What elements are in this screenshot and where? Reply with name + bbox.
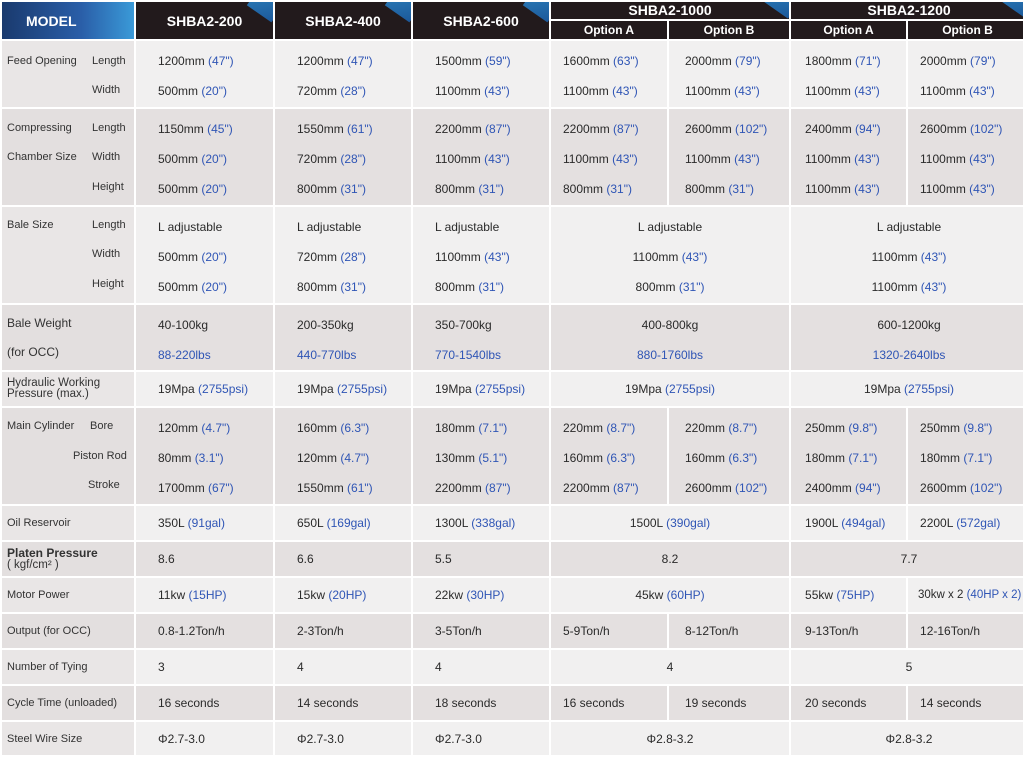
- row-number-of-tying: [2, 650, 1023, 684]
- row-cycle-time: [2, 686, 1023, 720]
- cell-cycle-1200a: 20 seconds: [791, 686, 906, 720]
- cell-motor-1200a: 55kw (75HP): [791, 578, 906, 612]
- cell-cylinder-1000b: 220mm (8.7") 160mm (6.3") 2600mm (102"): [669, 408, 789, 504]
- cell-wire-1200: Φ2.8-3.2: [791, 722, 1023, 755]
- row-chamber-size: [2, 109, 1023, 205]
- cell-hydraulic-400: 19Mpa (2755psi): [275, 372, 411, 406]
- cell-hydraulic-1200: 19Mpa (2755psi): [791, 372, 1023, 406]
- label-text-1: Compressing: [7, 122, 72, 134]
- row-hydraulic-pressure: [2, 372, 1023, 406]
- cell-feed-1000b: 2000mm (79") 1100mm (43"): [669, 41, 789, 107]
- cell-weight-200: 40-100kg 88-220lbs: [136, 305, 273, 370]
- sublabel-length: Length: [92, 55, 126, 67]
- sublabel-width: Width: [92, 151, 121, 163]
- sublabel-bore: Bore: [90, 420, 114, 432]
- cell-feed-1200b: 2000mm (79") 1100mm (43"): [908, 41, 1023, 107]
- sublabel-length: Length: [92, 219, 126, 231]
- cell-weight-400: 200-350kg 440-770lbs: [275, 305, 411, 370]
- sublabel-height: Height: [92, 278, 124, 290]
- cell-tying-400: 4: [275, 650, 411, 684]
- cell-output-1000b: 8-12Ton/h: [669, 614, 789, 648]
- label-output: Output (for OCC): [2, 614, 134, 648]
- cell-oil-1200b: 2200L (572gal): [908, 506, 1023, 540]
- cell-chamber-400: 1550mm (61") 720mm (28") 800mm (31"): [275, 109, 411, 205]
- cell-wire-400: Φ2.7-3.0: [275, 722, 411, 755]
- label-text-2: Chamber Size: [7, 151, 77, 163]
- label-main-cylinder: [2, 408, 134, 504]
- cell-output-1200a: 9-13Ton/h: [791, 614, 906, 648]
- cell-cylinder-200: 120mm (4.7") 80mm (3.1") 1700mm (67"): [136, 408, 273, 504]
- label-chamber-size: [2, 109, 134, 205]
- option-b-1000-header: Option B: [669, 21, 789, 39]
- cell-output-1200b: 12-16Ton/h: [908, 614, 1023, 648]
- model-header: MODEL: [2, 2, 134, 39]
- sublabel-width: Width: [92, 84, 121, 96]
- cell-tying-600: 4: [413, 650, 549, 684]
- row-motor-power: [2, 578, 1023, 612]
- cell-cycle-400: 14 seconds: [275, 686, 411, 720]
- label-bale-weight: [2, 305, 134, 370]
- label-hydraulic-pressure: [2, 372, 134, 406]
- label-text-2: ( kgf/cm² ): [7, 559, 59, 571]
- cell-oil-600: 1300L (338gal): [413, 506, 549, 540]
- cell-tying-1200: 5: [791, 650, 1023, 684]
- cell-bale-1000: L adjustable 1100mm (43") 800mm (31"): [551, 207, 789, 303]
- cell-cycle-200: 16 seconds: [136, 686, 273, 720]
- cell-bale-400: L adjustable 720mm (28") 800mm (31"): [275, 207, 411, 303]
- model-shba2-200-header: SHBA2-200: [136, 2, 273, 39]
- cell-hydraulic-600: 19Mpa (2755psi): [413, 372, 549, 406]
- cell-output-600: 3-5Ton/h: [413, 614, 549, 648]
- option-a-1200-header: Option A: [791, 21, 906, 39]
- cell-cylinder-1200a: 250mm (9.8") 180mm (7.1") 2400mm (94"): [791, 408, 906, 504]
- label-text-1: Bale Weight: [7, 316, 72, 330]
- row-feed-opening: [2, 41, 1023, 107]
- sublabel-length: Length: [92, 122, 126, 134]
- cell-motor-600: 22kw (30HP): [413, 578, 549, 612]
- row-oil-reservoir: [2, 506, 1023, 540]
- cell-oil-1200a: 1900L (494gal): [791, 506, 906, 540]
- label-motor-power: Motor Power: [2, 578, 134, 612]
- cell-cylinder-400: 160mm (6.3") 120mm (4.7") 1550mm (61"): [275, 408, 411, 504]
- label-cycle-time: Cycle Time (unloaded): [2, 686, 134, 720]
- label-number-of-tying: Number of Tying: [2, 650, 134, 684]
- cell-output-400: 2-3Ton/h: [275, 614, 411, 648]
- sublabel-piston-rod: Piston Rod: [73, 450, 127, 462]
- label-platen-pressure: [2, 542, 134, 576]
- cell-cycle-1000b: 19 seconds: [669, 686, 789, 720]
- cell-platen-600: 5.5: [413, 542, 549, 576]
- label-text: Bale Size: [7, 219, 54, 231]
- row-platen-pressure: [2, 542, 1023, 576]
- sublabel-width: Width: [92, 248, 121, 260]
- cell-weight-1200: 600-1200kg 1320-2640lbs: [791, 305, 1023, 370]
- cell-chamber-1000a: 2200mm (87") 1100mm (43") 800mm (31"): [551, 109, 667, 205]
- cell-motor-1000: 45kw (60HP): [551, 578, 789, 612]
- cell-platen-200: 8.6: [136, 542, 273, 576]
- cell-chamber-1000b: 2600mm (102") 1100mm (43") 800mm (31"): [669, 109, 789, 205]
- label-text-1: Hydraulic Working: [7, 377, 101, 389]
- label-text-2: Pressure (max.): [7, 388, 89, 400]
- label-text-1: Platen Pressure: [7, 546, 98, 560]
- sublabel-stroke: Stroke: [88, 479, 120, 491]
- model-shba2-1200-header: SHBA2-1200: [791, 2, 1023, 19]
- label-text-2: (for OCC): [7, 345, 59, 359]
- cell-platen-1200: 7.7: [791, 542, 1023, 576]
- row-steel-wire-size: [2, 722, 1023, 755]
- label-oil-reservoir: Oil Reservoir: [2, 506, 134, 540]
- model-shba2-1000-header: SHBA2-1000: [551, 2, 789, 19]
- label-feed-opening: [2, 41, 134, 107]
- cell-feed-200: 1200mm (47") 500mm (20"): [136, 41, 273, 107]
- cell-oil-1000: 1500L (390gal): [551, 506, 789, 540]
- model-shba2-400-header: SHBA2-400: [275, 2, 411, 39]
- cell-cylinder-1000a: 220mm (8.7") 160mm (6.3") 2200mm (87"): [551, 408, 667, 504]
- cell-motor-200: 11kw (15HP): [136, 578, 273, 612]
- row-bale-weight: [2, 305, 1023, 370]
- model-shba2-600-header: SHBA2-600: [413, 2, 549, 39]
- cell-output-200: 0.8-1.2Ton/h: [136, 614, 273, 648]
- cell-tying-200: 3: [136, 650, 273, 684]
- cell-weight-600: 350-700kg 770-1540lbs: [413, 305, 549, 370]
- cell-wire-600: Φ2.7-3.0: [413, 722, 549, 755]
- label-bale-size: [2, 207, 134, 303]
- cell-cylinder-600: 180mm (7.1") 130mm (5.1") 2200mm (87"): [413, 408, 549, 504]
- cell-bale-1200: L adjustable 1100mm (43") 1100mm (43"): [791, 207, 1023, 303]
- option-a-1000-header: Option A: [551, 21, 667, 39]
- label-text: Feed Opening: [7, 55, 77, 67]
- cell-hydraulic-1000: 19Mpa (2755psi): [551, 372, 789, 406]
- row-main-cylinder: [2, 408, 1023, 504]
- label-steel-wire-size: Steel Wire Size: [2, 722, 134, 755]
- label-text: Main Cylinder: [7, 420, 75, 432]
- cell-oil-200: 350L (91gal): [136, 506, 273, 540]
- cell-weight-1000: 400-800kg 880-1760lbs: [551, 305, 789, 370]
- cell-chamber-600: 2200mm (87") 1100mm (43") 800mm (31"): [413, 109, 549, 205]
- cell-tying-1000: 4: [551, 650, 789, 684]
- cell-chamber-1200a: 2400mm (94") 1100mm (43") 1100mm (43"): [791, 109, 906, 205]
- cell-platen-400: 6.6: [275, 542, 411, 576]
- cell-motor-400: 15kw (20HP): [275, 578, 411, 612]
- cell-cycle-1000a: 16 seconds: [551, 686, 667, 720]
- cell-chamber-200: 1150mm (45") 500mm (20") 500mm (20"): [136, 109, 273, 205]
- cell-hydraulic-200: 19Mpa (2755psi): [136, 372, 273, 406]
- cell-output-1000a: 5-9Ton/h: [551, 614, 667, 648]
- cell-wire-200: Φ2.7-3.0: [136, 722, 273, 755]
- option-b-1200-header: Option B: [908, 21, 1023, 39]
- cell-feed-600: 1500mm (59") 1100mm (43"): [413, 41, 549, 107]
- cell-cylinder-1200b: 250mm (9.8") 180mm (7.1") 2600mm (102"): [908, 408, 1023, 504]
- cell-cycle-600: 18 seconds: [413, 686, 549, 720]
- row-bale-size: [2, 207, 1023, 303]
- cell-feed-400: 1200mm (47") 720mm (28"): [275, 41, 411, 107]
- cell-chamber-1200b: 2600mm (102") 1100mm (43") 1100mm (43"): [908, 109, 1023, 205]
- cell-bale-200: L adjustable 500mm (20") 500mm (20"): [136, 207, 273, 303]
- cell-bale-600: L adjustable 1100mm (43") 800mm (31"): [413, 207, 549, 303]
- row-output: [2, 614, 1023, 648]
- sublabel-height: Height: [92, 181, 124, 193]
- cell-motor-1200b: 30kw x 2 (40HP x 2): [908, 578, 1023, 612]
- cell-platen-1000: 8.2: [551, 542, 789, 576]
- cell-feed-1200a: 1800mm (71") 1100mm (43"): [791, 41, 906, 107]
- cell-wire-1000: Φ2.8-3.2: [551, 722, 789, 755]
- cell-cycle-1200b: 14 seconds: [908, 686, 1023, 720]
- cell-oil-400: 650L (169gal): [275, 506, 411, 540]
- cell-feed-1000a: 1600mm (63") 1100mm (43"): [551, 41, 667, 107]
